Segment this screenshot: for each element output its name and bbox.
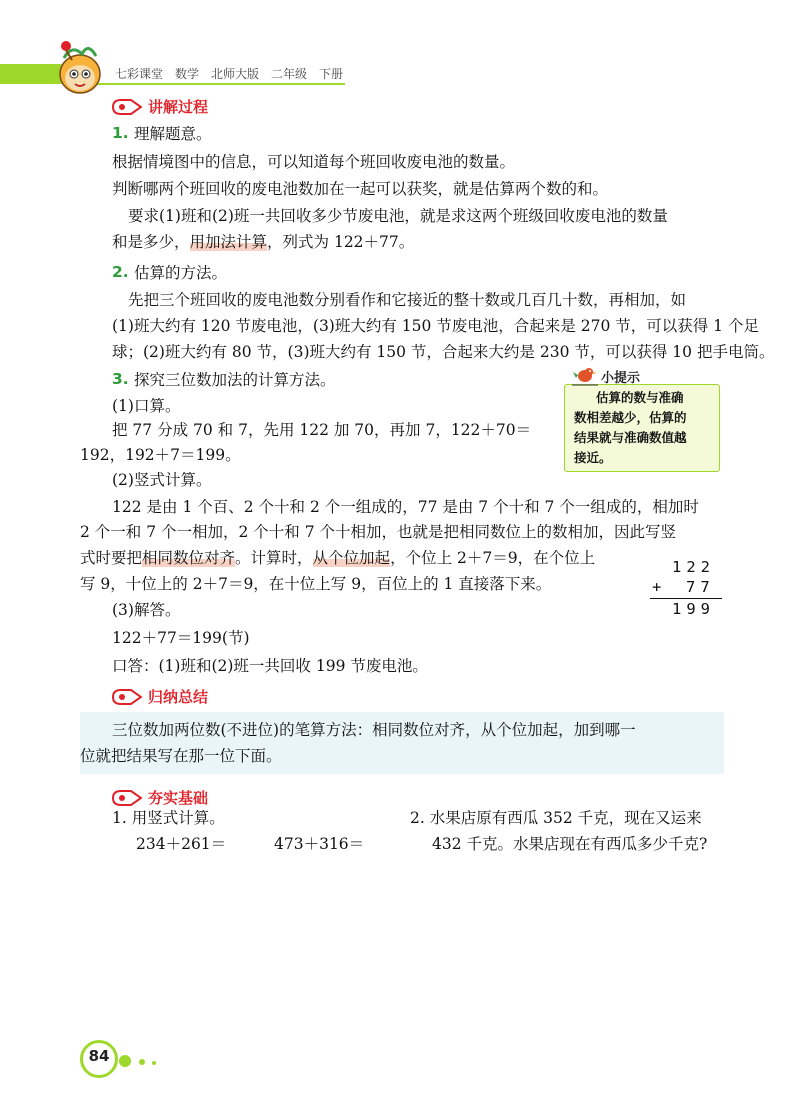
vertical-explain-3	[80, 548, 595, 568]
paragraph-info: 根据情境图中的信息，可以知道每个班回收废电池的数量。	[112, 153, 516, 171]
vertical-explain-3-mid: 。计算时，	[235, 549, 313, 567]
vertical-explain-3-post: ，个位上 2＋7＝9，在个位上	[390, 549, 596, 567]
step2-title: 估算的方法。	[134, 264, 228, 282]
oral-calc-line-2: 192，192＋7＝199。	[80, 446, 241, 464]
vertical-second-number: 77	[686, 578, 715, 596]
oral-calc-label: (1)口算。	[112, 397, 181, 415]
section-explanation-title: 讲解过程	[148, 98, 209, 116]
section-arrow-icon	[112, 790, 142, 806]
header-title: 七彩课堂 数学 北师大版 二年级 下册	[115, 67, 344, 81]
tip-line-1: 估算的数与准确	[596, 390, 684, 405]
paragraph-estimate-3: 球；(2)班大约有 80 节，(3)班大约有 150 节，合起来大约是 230 节，可以获得 10 把手电筒。	[112, 343, 775, 361]
exercise-2-line-2: 432 千克。水果店现在有西瓜多少千克?	[432, 835, 708, 853]
page-dots-icon	[118, 1052, 162, 1072]
answer-reply: 口答：(1)班和(2)班一共回收 199 节废电池。	[112, 657, 428, 675]
require-text-post: ，列式为 122＋77。	[267, 233, 415, 251]
section-summary-heading	[112, 686, 208, 707]
highlight-start-from-ones: 从个位加起	[312, 549, 391, 567]
vertical-explain-2: 2 个一和 7 个一相加，2 个十和 7 个十相加，也就是把相同数位上的数相加，因此写竖	[80, 523, 677, 541]
section-explanation-heading	[112, 96, 208, 117]
exercise-1a: 234＋261＝	[136, 835, 227, 853]
section-arrow-icon	[112, 99, 142, 115]
vertical-explain-3-pre: 式时要把	[80, 549, 143, 567]
section-summary-title: 归纳总结	[148, 688, 209, 706]
page-number: 84	[88, 1047, 110, 1065]
vertical-explain-4: 写 9，十位上的 2＋7＝9，在十位上写 9，百位上的 1 直接落下来。	[80, 575, 552, 593]
answer-equation: 122＋77＝199(节)	[112, 629, 250, 647]
summary-line-2: 位就把结果写在那一位下面。	[80, 747, 282, 765]
require-text-pre: 和是多少，	[112, 233, 190, 251]
vertical-sum-line	[650, 598, 722, 599]
section-practice-title: 夯实基础	[148, 789, 209, 807]
tip-line-2: 数相差越少，估算的	[574, 410, 687, 425]
step1-title: 理解题意。	[134, 125, 212, 143]
step3-number: 3.	[112, 370, 129, 388]
step1-number: 1.	[112, 124, 129, 142]
summary-line-1: 三位数加两位数(不进位)的笔算方法：相同数位对齐，从个位加起，加到哪一	[112, 721, 636, 739]
mascot-icon	[50, 36, 106, 94]
tip-bird-icon	[572, 363, 598, 387]
exercise-2-line-1: 2. 水果店原有西瓜 352 千克，现在又运来	[410, 809, 702, 827]
highlight-use-addition: 用加法计算	[189, 233, 268, 251]
paragraph-judge: 判断哪两个班回收的废电池数加在一起可以获奖，就是估算两个数的和。	[112, 180, 609, 198]
vertical-explain-1: 122 是由 1 个百、2 个十和 2 个一组成的，77 是由 7 个十和 7 个一组成的，相加时	[112, 498, 699, 516]
paragraph-require-1: 要求(1)班和(2)班一共回收多少节废电池，就是求这两个班级回收废电池的数量	[128, 207, 668, 225]
highlight-align-place-values: 相同数位对齐	[142, 549, 236, 567]
section-arrow-icon	[112, 689, 142, 705]
oral-calc-line-1: 把 77 分成 70 和 7，先用 122 加 70，再加 7，122＋70＝	[112, 421, 532, 439]
paragraph-estimate-2: (1)班大约有 120 节废电池，(3)班大约有 150 节废电池，合起来是 270 节，可以获得 1 个足	[112, 317, 759, 335]
exercise-1b: 473＋316＝	[274, 835, 365, 853]
exercise-1-title: 1. 用竖式计算。	[112, 809, 225, 827]
step2-number: 2.	[112, 263, 129, 281]
section-practice-heading	[112, 787, 208, 808]
tip-line-4: 接近。	[574, 450, 612, 465]
paragraph-estimate-1: 先把三个班回收的废电池数分别看作和它接近的整十数或几百几十数，再相加，如	[128, 291, 687, 309]
vertical-top-number: 122	[672, 558, 715, 576]
tip-title: 小提示	[601, 371, 641, 386]
tip-line-3: 结果就与准确数值越	[574, 430, 687, 445]
step3-title: 探究三位数加法的计算方法。	[134, 371, 336, 389]
vertical-result-number: 199	[672, 600, 715, 618]
answer-label: (3)解答。	[112, 601, 181, 619]
vertical-calc-label: (2)竖式计算。	[112, 471, 212, 489]
paragraph-require-2	[112, 232, 414, 252]
vertical-operator: +	[652, 578, 667, 596]
